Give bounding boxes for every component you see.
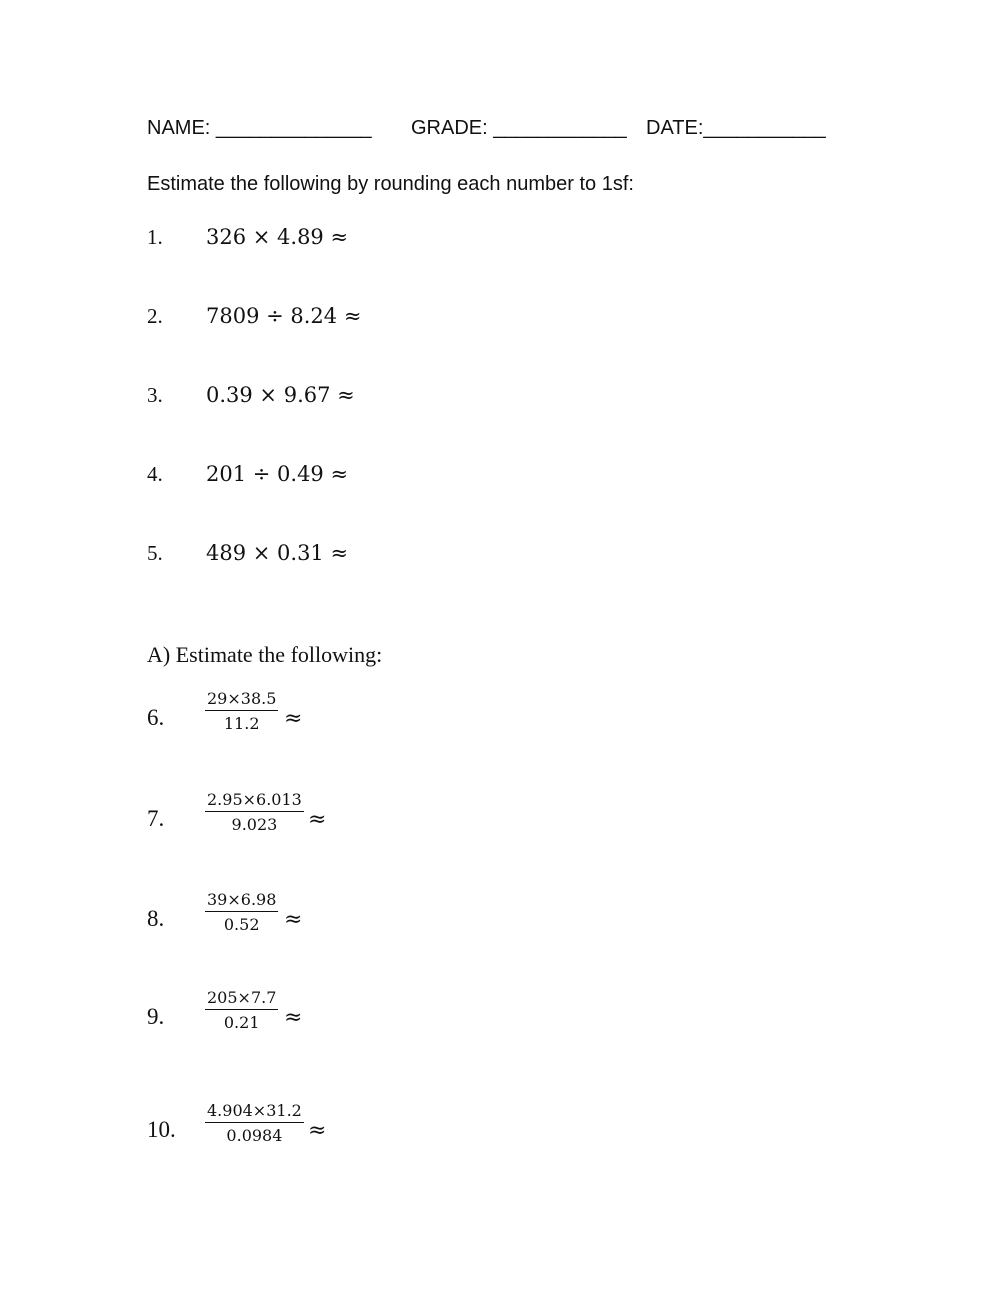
- name-field[interactable]: NAME: ______________: [147, 117, 372, 139]
- question-6: [147, 688, 447, 748]
- question-number: 10.: [147, 1117, 176, 1142]
- instructions-text: Estimate the following by rounding each number to 1sf:: [147, 173, 634, 195]
- approx-symbol: ≈: [284, 706, 303, 731]
- approx-symbol: ≈: [284, 1005, 303, 1030]
- question-number: 4.: [147, 462, 163, 486]
- question-number: 9.: [147, 1004, 165, 1029]
- fraction-denominator: 0.0984: [226, 1126, 283, 1145]
- question-expression: 489 × 0.31 ≈: [206, 541, 349, 565]
- question-number: 3.: [147, 383, 163, 407]
- fraction-numerator: 2.95×6.013: [207, 790, 302, 809]
- question-number: 2.: [147, 304, 163, 328]
- fraction: [205, 987, 278, 1036]
- fraction-numerator: 29×38.5: [207, 689, 277, 708]
- fraction-denominator: 9.023: [231, 815, 278, 834]
- fraction: [205, 1100, 304, 1149]
- fraction-numerator: 205×7.7: [207, 988, 277, 1007]
- question-number: 5.: [147, 541, 163, 565]
- section-title: A) Estimate the following:: [147, 642, 383, 667]
- fraction: [205, 889, 278, 938]
- question-number: 7.: [147, 806, 165, 831]
- fraction: [205, 688, 278, 737]
- fraction-numerator: 4.904×31.2: [207, 1101, 302, 1120]
- fraction-numerator: 39×6.98: [207, 890, 277, 909]
- date-field[interactable]: DATE:___________: [646, 117, 826, 139]
- question-8: [147, 889, 447, 949]
- question-9: [147, 987, 447, 1047]
- fraction: [205, 789, 304, 838]
- question-10: [147, 1100, 447, 1160]
- question-expression: 7809 ÷ 8.24 ≈: [206, 304, 362, 328]
- approx-symbol: ≈: [308, 1118, 327, 1143]
- fraction-denominator: 0.21: [223, 1013, 260, 1032]
- question-expression: 326 × 4.89 ≈: [206, 225, 349, 249]
- approx-symbol: ≈: [284, 907, 303, 932]
- question-number: 6.: [147, 705, 165, 730]
- question-expression: 201 ÷ 0.49 ≈: [206, 462, 349, 486]
- fraction-denominator: 11.2: [223, 714, 260, 733]
- question-number: 8.: [147, 906, 165, 931]
- question-expression: 0.39 × 9.67 ≈: [206, 383, 355, 407]
- question-7: [147, 789, 447, 849]
- fraction-denominator: 0.52: [223, 915, 260, 934]
- question-number: 1.: [147, 225, 163, 249]
- grade-field[interactable]: GRADE: ____________: [411, 117, 627, 139]
- approx-symbol: ≈: [308, 807, 327, 832]
